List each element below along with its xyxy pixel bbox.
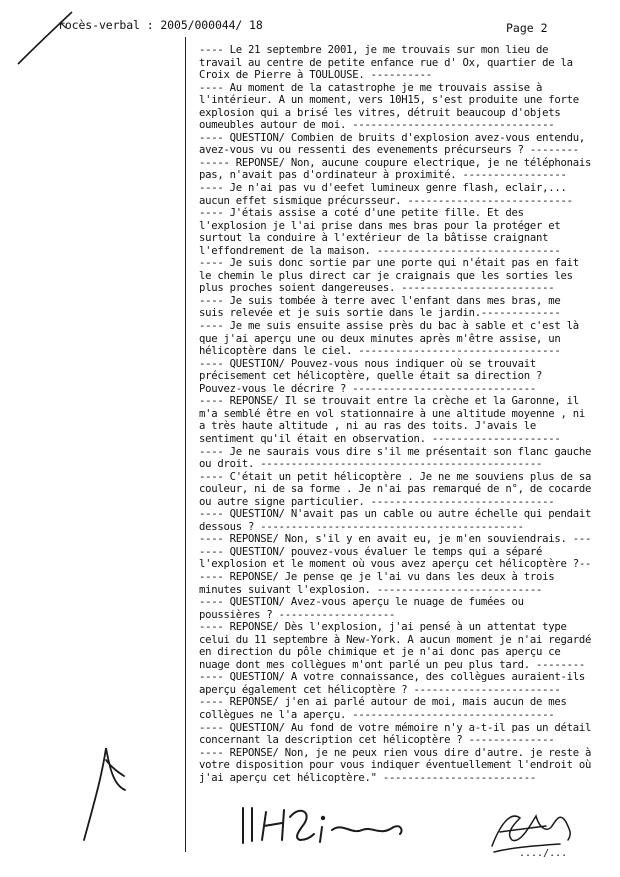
statement-line: suis relevée et je suis sortie dans le jardin.------------- (199, 307, 561, 320)
statement-line: avez-vous vu ou ressenti des evenements précurseurs ? -------- (199, 144, 579, 157)
statement-line: ---- Je suis donc sortie par une porte qui n'était pas en fait (199, 257, 579, 270)
statement-line: ---- REPONSE/ Dès l'explosion, j'ai pensé à un attentat type (199, 621, 567, 634)
statement-line: que j'ai aperçu une ou deux minutes après m'être assise, un (199, 332, 561, 345)
page-number: Page 2 (506, 21, 548, 35)
statement-line: sentiment qu'il était en observation. --------------------- (199, 432, 561, 445)
statement-line: ou autre signe particulier. ------------------------------ (199, 495, 555, 508)
continuation-mark: ..../... (519, 848, 568, 859)
statement-line: en direction du pôle chimique et je n'ai donc pas aperçu ce (199, 646, 561, 659)
statement-line: j'ai aperçu cet hélicoptère." ------------------------- (199, 771, 537, 784)
page-header-reference: rocès-verbal : 2005/000044/ 18 (58, 18, 263, 32)
statement-line: ou droit. ---------------------------------------------- (199, 458, 543, 471)
statement-line: Croix de Pierre à TOULOUSE. ---------- (199, 69, 432, 82)
statement-line: minutes suivant l'explosion. --------------------------- (199, 583, 543, 596)
statement-line: ---- C'était un petit hélicoptère . Je ne me souviens plus de sa (199, 470, 592, 483)
statement-line: collègues ne l'a aperçu. --------------------------------- (199, 708, 555, 721)
statement-line: l'explosion je l'ai prise dans mes bras pour la protéger et (199, 219, 561, 232)
statement-line: ---- QUESTION/ pouvez-vous évaluer le temps qui a séparé (199, 545, 543, 558)
statement-line: celui du 11 septembre à New-York. A aucun moment je n'ai regardé (199, 633, 592, 646)
statement-line: pas, n'avait pas d'ordinateur à proximité. ----------------- (199, 169, 567, 182)
statement-line: ---- Je ne saurais vous dire s'il me présentait son flanc gauche (199, 445, 592, 458)
statement-line: Pouvez-vous le décrire ? ------------------------------ (199, 382, 537, 395)
statement-line: aperçu également cet hélicoptère ? ------------------------ (199, 683, 561, 696)
statement-line: ---- Au moment de la catastrophe je me trouvais assise à (199, 81, 543, 94)
statement-line: nuage dont mes collègues m'ont parlé un peu plus tard. -------- (199, 658, 586, 671)
statement-line: plus proches soient dangereuses. ------------------------- (199, 282, 555, 295)
statement-line: ---- Le 21 septembre 2001, je me trouvais sur mon lieu de (199, 44, 549, 56)
statement-line: a très haute altitude , ni au ras des toits. J'avais le (199, 420, 537, 433)
statement-line: poussières ? ------------------- (199, 608, 396, 621)
statement-line: m'a semblé être en vol stationnaire à une altitude moyenne , ni (199, 407, 586, 420)
statement-line: travail au centre de petite enfance rue d' Ox, quartier de la (199, 56, 573, 69)
statement-line: l'effondrement de la maison. ------------------------------ (199, 244, 561, 257)
statement-line: ---- Je suis tombée à terre avec l'enfant dans mes bras, me (199, 294, 561, 307)
statement-line: ---- QUESTION/ Au fond de votre mémoire n'y a-t-il pas un détail (199, 721, 592, 734)
statement-line: explosion qui a brisé les vitres, détruit beaucoup d'objets (199, 106, 561, 119)
statement-line: ---- REPONSE/ Il se trouvait entre la crèche et la Garonne, il (199, 395, 579, 408)
statement-line: ---- QUESTION/ Avez-vous aperçu le nuage de fumées ou (199, 596, 524, 609)
statement-line: ---- REPONSE/ Non, s'il y en avait eu, je m'en souviendrais. --- (199, 533, 592, 546)
statement-line: ---- QUESTION/ Pouvez-vous nous indiquer où se trouvait (199, 357, 537, 370)
statement-line: ---- Je me suis ensuite assise près du bac à sable et c'est là (199, 320, 579, 333)
margin-initial-icon (84, 748, 125, 840)
header-strike-tick-icon (60, 22, 66, 28)
statement-line: oumeubles autour de moi. --------------------------------- (199, 119, 555, 132)
statement-line: votre disposition pour vous indiquer éventuellement l'endroit où (199, 759, 592, 772)
statement-line: ---- QUESTION/ Combien de bruits d'explosion avez-vous entendu, (199, 131, 586, 144)
statement-line: concernant la description cet hélicoptère ? -------------- (199, 734, 555, 747)
signature-icon (492, 816, 570, 852)
statement-line: précisement cet hélicoptère, quelle était sa direction ? (199, 370, 543, 383)
statement-line: l'explosion et le moment où vous avez aperçu cet hélicoptère ?-- (199, 558, 592, 571)
statement-line: dessous ? ------------------------------------------- (199, 520, 524, 533)
header-strike-icon (18, 12, 72, 64)
statement-line: ---- Je n'ai pas vu d'eefet lumineux genre flash, eclair,... (199, 182, 567, 195)
statement-line: ---- REPONSE/ Je pense qe je l'ai vu dans les deux à trois (199, 570, 555, 583)
handwritten-time-note-icon (243, 808, 402, 843)
statement-line: hélicoptère dans le ciel. --------------------------------- (199, 345, 561, 358)
statement-line: l'intérieur. A un moment, vers 10H15, s'est produite une forte (199, 94, 579, 107)
statement-line: le chemin le plus direct car je craignais que les sorties les (199, 269, 573, 282)
statement-line: aucun effet sismique précursseur. --------------------------- (199, 194, 573, 207)
statement-line: couleur, ni de sa forme . Je n'ai pas remarqué de n°, de cocarde (199, 483, 592, 496)
statement-line: ----- REPONSE/ Non, aucune coupure electrique, je ne téléphonais (199, 156, 592, 169)
statement-line: surtout la conduire à l'extérieur de la bâtisse craignant (199, 232, 549, 245)
statement-line: ---- QUESTION/ A votre connaissance, des collègues auraient-ils (199, 671, 586, 684)
statement-line: ---- REPONSE/ Non, je ne peux rien vous dire d'autre. je reste à (199, 746, 592, 759)
statement-line: ---- QUESTION/ N'avait pas un cable ou autre échelle qui pendait (199, 508, 592, 521)
statement-line: ---- J'étais assise a coté d'une petite fille. Et des (199, 207, 524, 220)
statement-line: ---- REPONSE/ j'en ai parlé autour de moi, mais aucun de mes (199, 696, 567, 709)
